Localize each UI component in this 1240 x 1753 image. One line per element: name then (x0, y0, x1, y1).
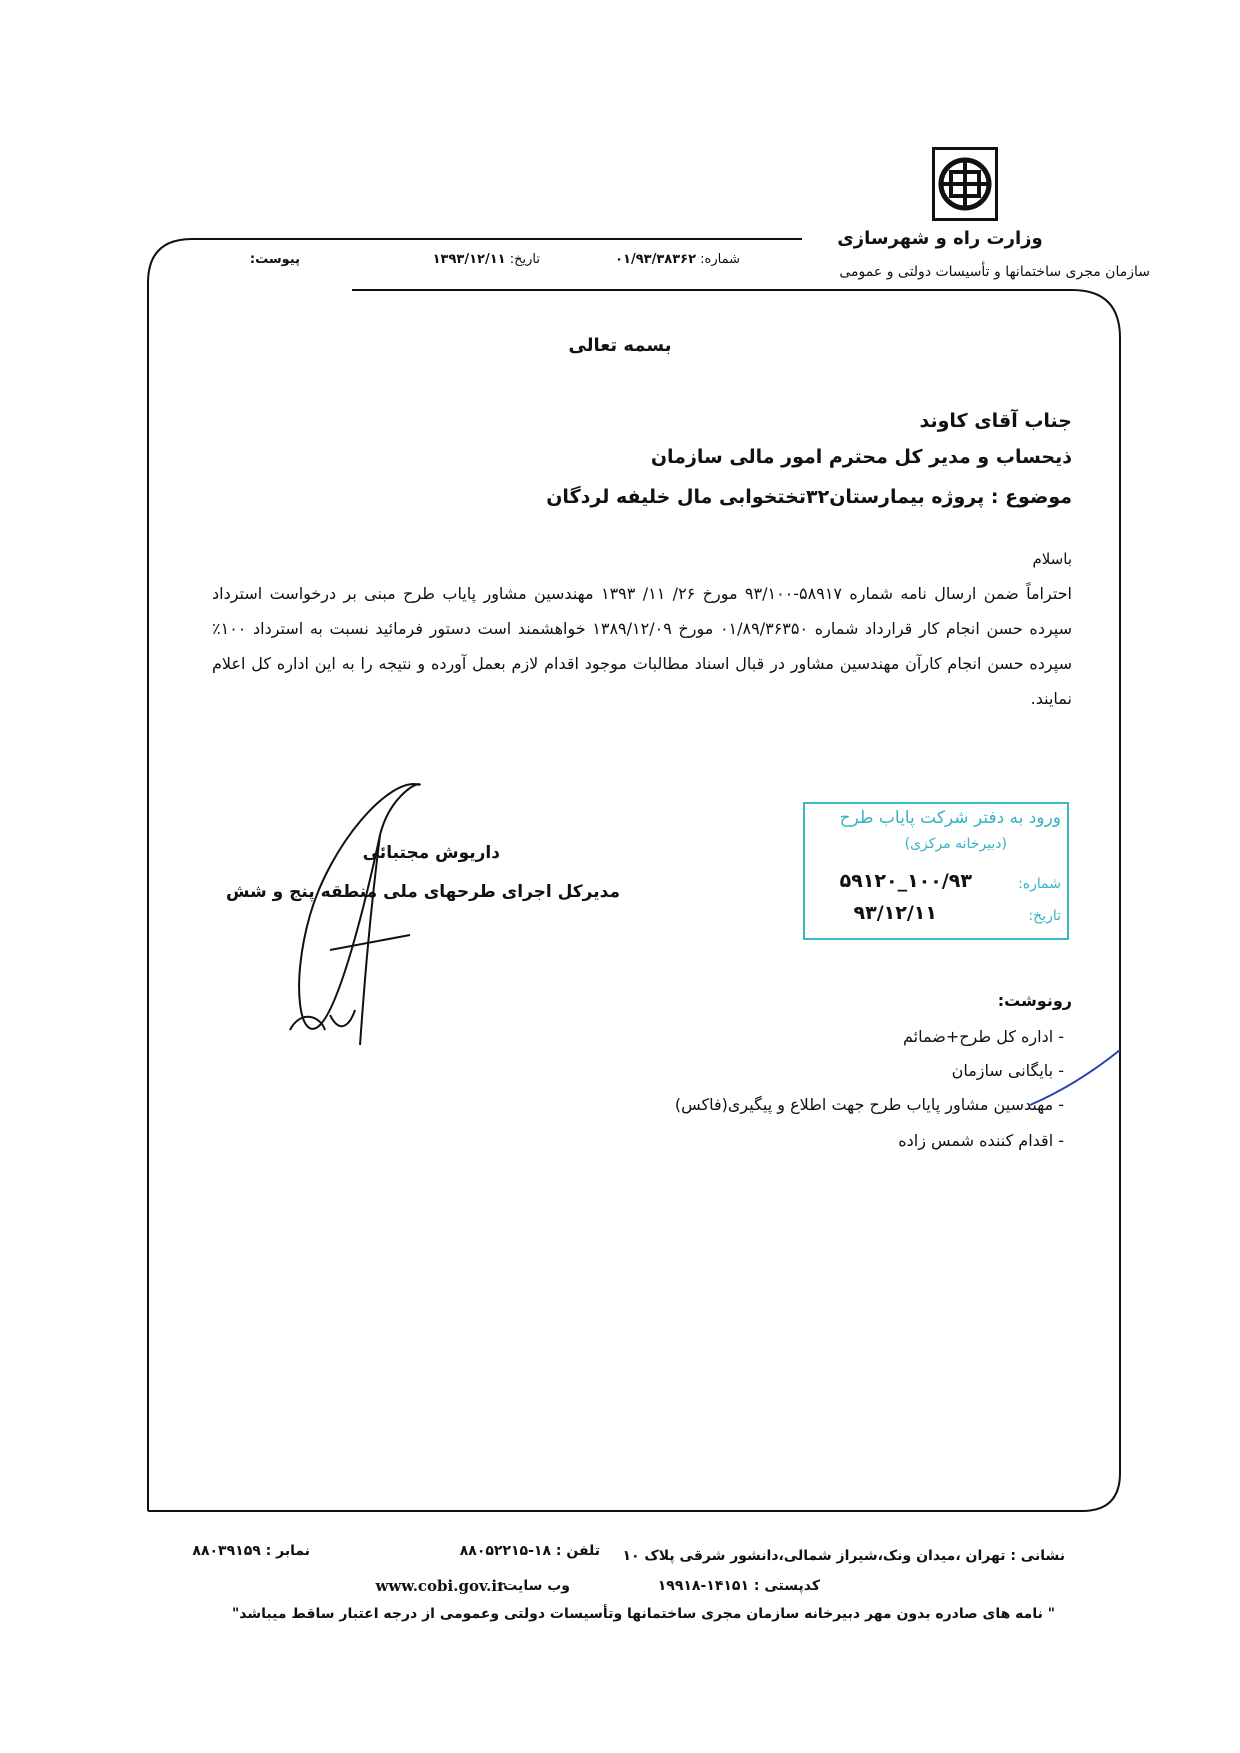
bismillah-heading: بسمه تعالی (568, 335, 672, 356)
cc-item-text: اداره کل طرح+ضمائم (903, 1027, 1054, 1046)
attachment-label: پیوست: (249, 252, 300, 267)
stamp-date: ۹۳/۱۲/۱۱ (853, 902, 937, 924)
greeting: باسلام (1032, 550, 1072, 568)
recipient-title: ذیحساب و مدیر کل محترم امور مالی سازمان (650, 446, 1072, 468)
ministry-name: وزارت راه و شهرسازی (837, 228, 1043, 249)
cc-item (898, 1131, 1064, 1150)
cc-dash-icon: - (1053, 1095, 1064, 1114)
received-stamp (803, 802, 1069, 940)
stamp-number-label: شماره: (1018, 876, 1061, 892)
footer-fax: نمابر : ۸۸۰۳۹۱۵۹ (192, 1543, 310, 1559)
cc-dash-icon: - (1053, 1027, 1064, 1046)
footer-website: www.cobi.gov.ir (375, 1577, 505, 1595)
stamp-title: ورود به دفتر شرکت پایاب طرح (839, 808, 1061, 828)
footer-postal: کدپستی : ۱۴۱۵۱-۱۹۹۱۸ (657, 1578, 820, 1594)
cc-item-text: اقدام کننده شمس زاده (898, 1131, 1054, 1150)
recipient-name: جناب آقای کاوند (919, 410, 1072, 432)
cc-dash-icon: - (1053, 1061, 1064, 1080)
subject-line: موضوع : پروژه بیمارستان۳۲تختخوابی مال خلیفه لردگان (546, 486, 1072, 508)
cc-item-text: مهندسین مشاور پایاب طرح جهت اطلاع و پیگیری(فاکس) (674, 1095, 1054, 1114)
stamp-subtitle: (دبیرخانه مرکزی) (904, 836, 1007, 852)
handwritten-signature (270, 775, 450, 1055)
number-label: شماره: (700, 252, 740, 267)
blue-pen-mark (1025, 1045, 1125, 1115)
footer-website-label: وب سایت: (497, 1578, 570, 1594)
cc-item (903, 1027, 1064, 1046)
footer-notice: " نامه های صادره بدون مهر دبیرخانه سازمان مجری ساختمانها وتأسیسات دولتی وعمومی از درجه اعتبار ساقط میباشد" (232, 1606, 1055, 1622)
cc-item-text: بایگانی سازمان (951, 1061, 1054, 1080)
signer-name: داریوش مجتبائی (362, 843, 500, 863)
stamp-number: ۱۰۰/۹۳_۵۹۱۲۰ (839, 870, 972, 892)
letter-body: احتراماً ضمن ارسال نامه شماره ۵۸۹۱۷-۹۳/۱۰۰ مورخ ۲۶/ ۱۱/ ۱۳۹۳ مهندسین مشاور پایاب طرح مبنی بر درخواست استرداد سپرده حسن انجام کار قرارداد شماره ۰۱/۸۹/۳۶۳۵۰ مورخ ۱۳۸۹/۱۲/۰۹ خواهشمند است دستور فرمائید نسبت به استرداد ۱۰۰٪ سپرده حسن انجام کارآن مهندسین مشاور در قبال اسناد مطالبات موجود اقدام لازم بعمل آورده و نتیجه را به این اداره کل اعلام نمایند. (212, 584, 1073, 708)
letter-number: ۰۱/۹۳/۳۸۳۶۲ (615, 252, 697, 267)
stamp-date-label: تاریخ: (1028, 908, 1061, 924)
footer-address: نشانی : تهران ،میدان ونک،شیراز شمالی،دانشور شرقی پلاک ۱۰ (622, 1548, 1065, 1564)
date-label: تاریخ: (509, 252, 540, 267)
signer-title: مدیرکل اجرای طرحهای ملی منطقه پنج و شش (225, 882, 620, 902)
logo-emblem-icon (935, 150, 995, 218)
cc-label: رونوشت: (997, 991, 1072, 1010)
ministry-logo (932, 147, 998, 221)
organization-name: سازمان مجری ساختمانها و تأسیسات دولتی و عمومی (839, 264, 1150, 280)
cc-item (675, 1095, 1064, 1114)
cc-dash-icon: - (1053, 1131, 1064, 1150)
letter-date: ۱۳۹۳/۱۲/۱۱ (432, 252, 506, 267)
footer-phone: تلفن : ۱۸-۸۸۰۵۲۲۱۵ (459, 1543, 600, 1559)
